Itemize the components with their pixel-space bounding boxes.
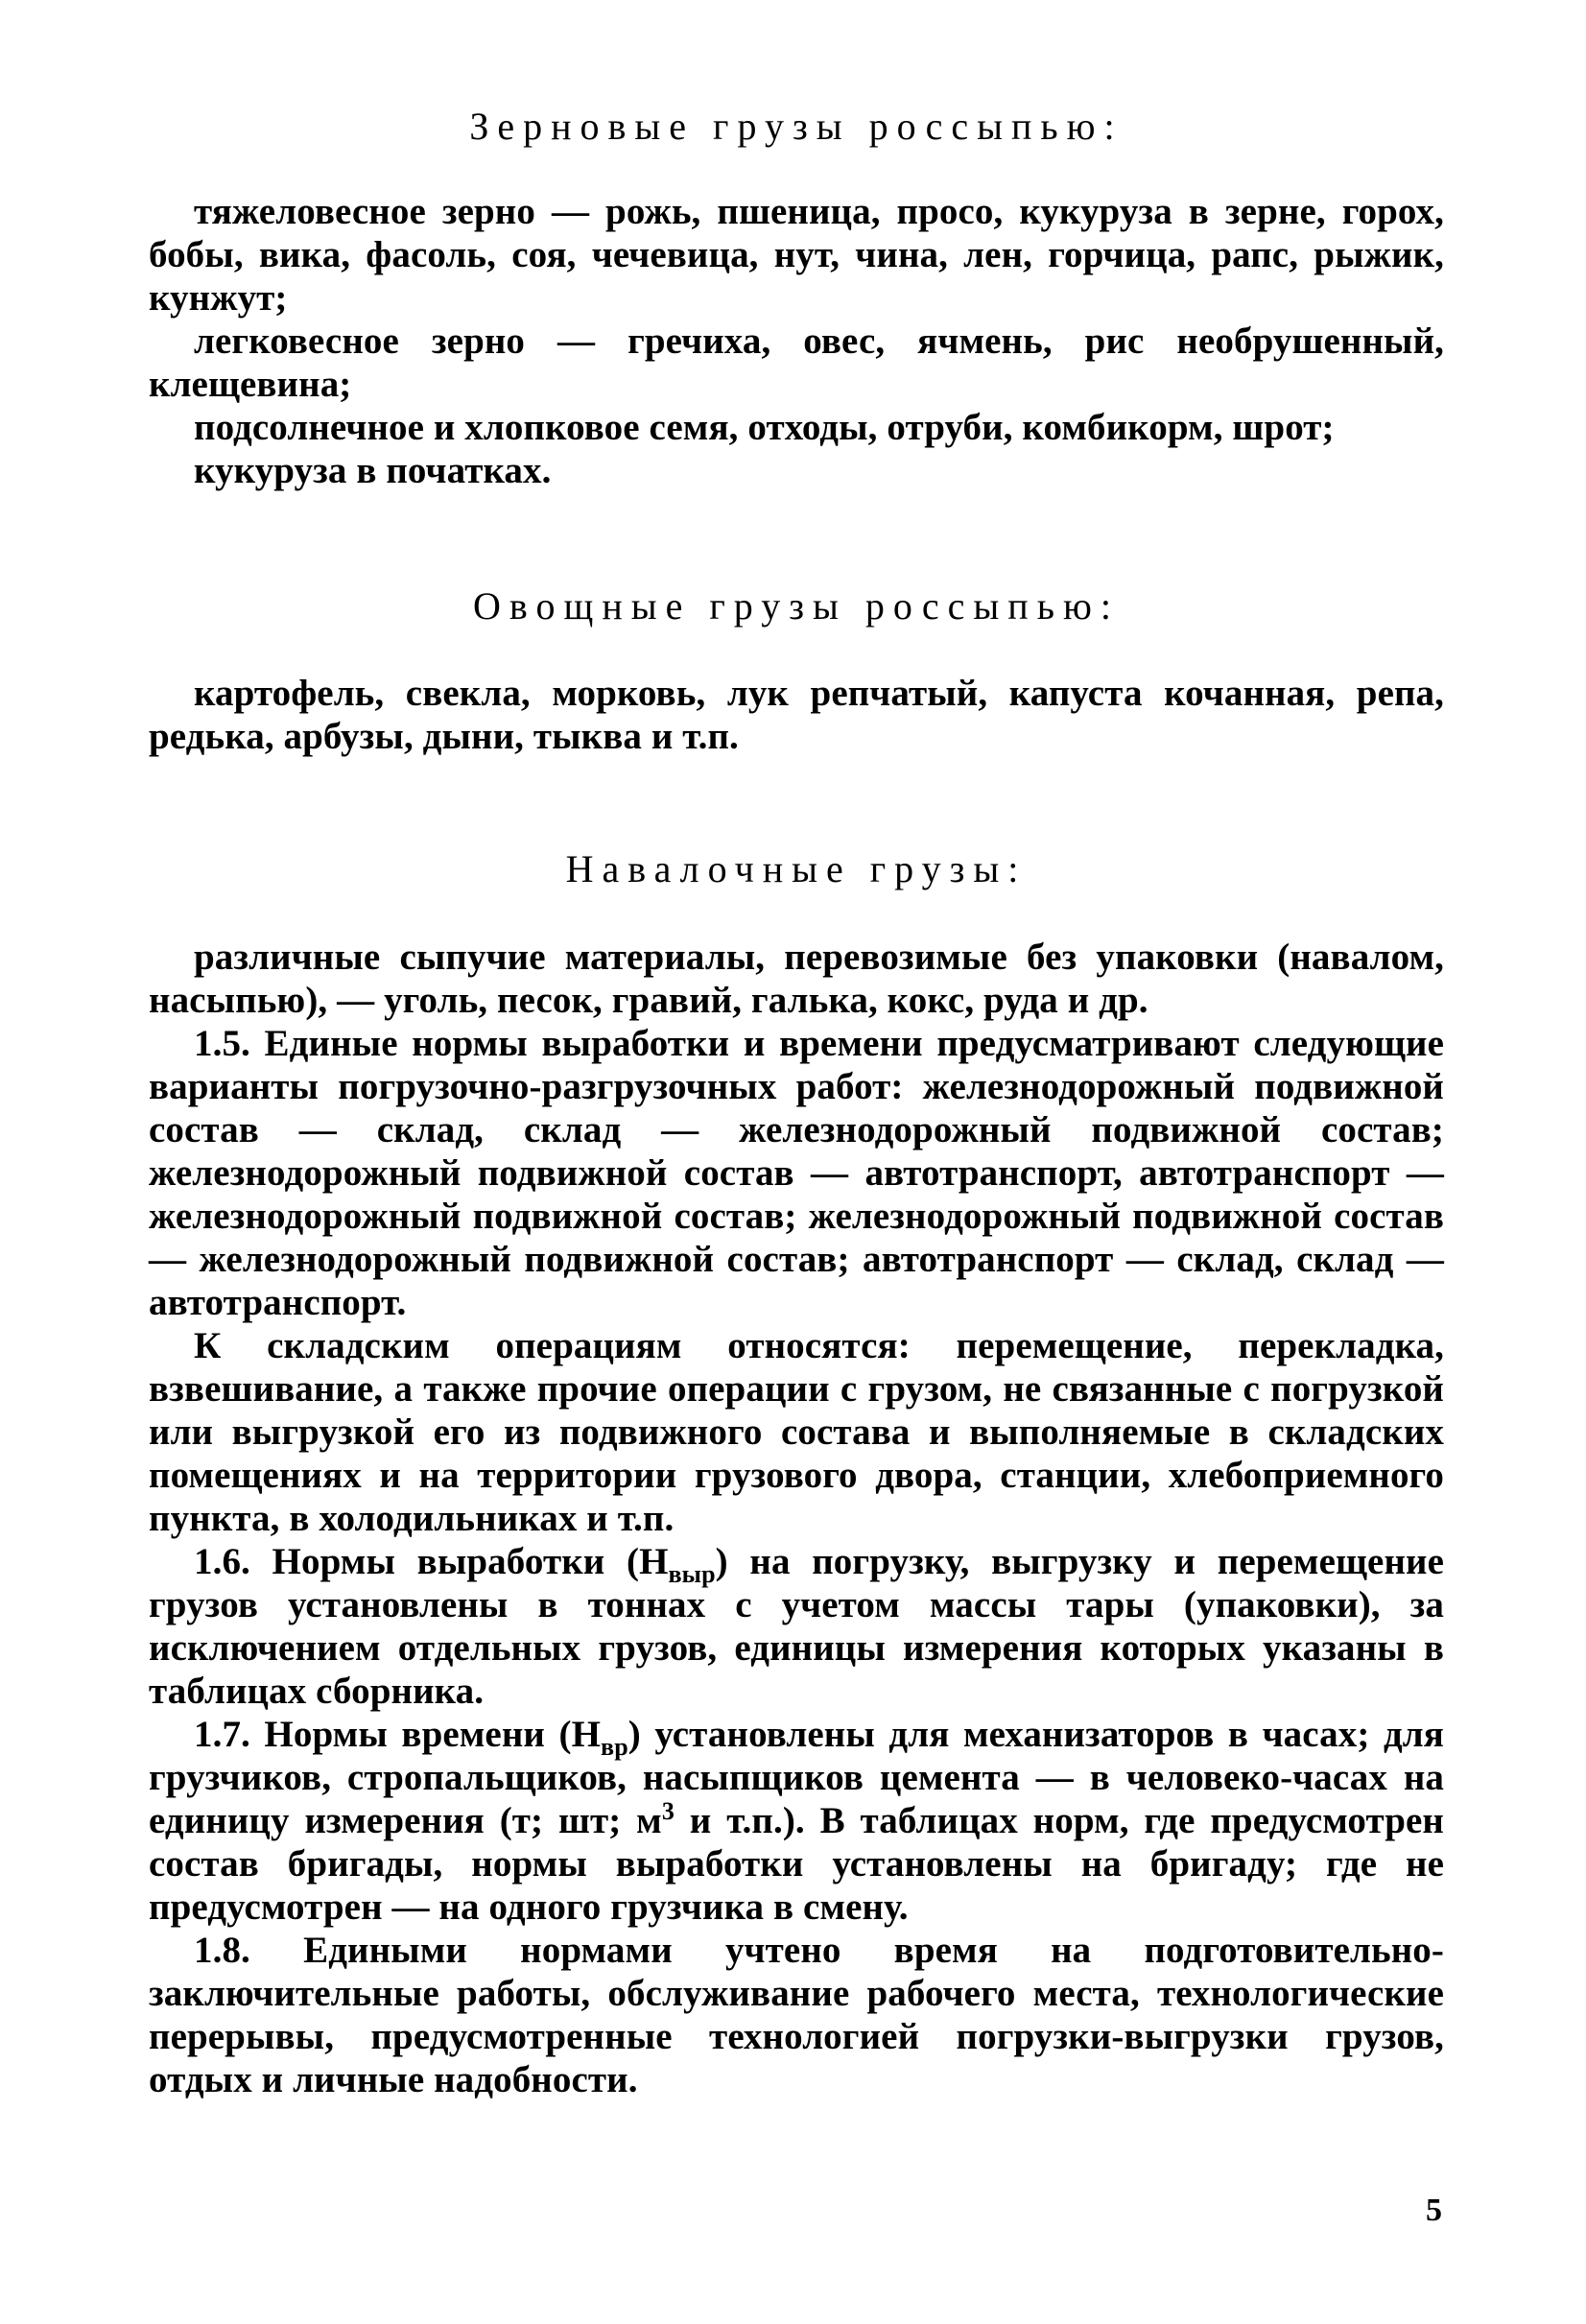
clause-1-7-post: и т.п.). В таблицах норм, где предусмотрен состав бригады, нормы выработки установлены на бригаду; где не предусмотрен — на одного грузчика в смену. — [149, 1800, 1444, 1928]
vegetables-text: картофель, свекла, морковь, лук репчатый, капуста кочанная, репа, редька, арбузы, дыни, тыква и т.п. — [149, 673, 1444, 757]
grain-item-light: легковесное зерно — гречиха, овес, ячмень, рис необрушенный, клещевина; — [149, 320, 1444, 405]
clause-1-7-mid: ) установлены для механизаторов в часах; для грузчиков, стропальщиков, насыпщиков цемента — в человеко-часах на единицу измерения (т; шт; м — [149, 1714, 1444, 1841]
vegetables-section — [149, 583, 1444, 629]
bulk-heading: Навалочные грузы: — [565, 847, 1028, 890]
clause-1-7-pre: 1.7. Нормы времени (Н — [194, 1714, 602, 1755]
clause-1-6-pre: 1.6. Нормы выработки (Н — [194, 1541, 669, 1582]
page-number: 5 — [1426, 2193, 1442, 2228]
grain-item-heavy: тяжеловесное зерно — рожь, пшеница, просо, кукуруза в зерне, горох, бобы, вика, фасоль, соя, чечевица, нут, чина, лен, горчица, рапс, рыжик, кунжут; — [149, 191, 1444, 319]
warehouse-operations: К складским операциям относятся: перемещение, перекладка, взвешивание, а также прочие операции с грузом, не связанные с погрузкой или выгрузкой его из подвижного состава и выполняемые в складских помещениях и на территории грузового двора, станции, хлебоприемного пункта, в холодильниках и т.п. — [149, 1325, 1444, 1539]
bulk-text: различные сыпучие материалы, перевозимые без упаковки (навалом, насыпью), — уголь, песок, гравий, галька, кокс, руда и др. — [149, 937, 1444, 1021]
vegetables-body — [149, 672, 1444, 758]
clause-1-8: 1.8. Едиными нормами учтено время на подготовительно-заключительные работы, обслуживание рабочего места, технологические перерывы, предусмотренные технологией погрузки-выгрузки грузов, отдых и личные надобности. — [149, 1930, 1444, 2100]
clause-1-6-sub: выр — [668, 1559, 716, 1588]
grain-section — [149, 104, 1444, 150]
grain-items — [149, 190, 1444, 492]
clause-1-7-sub: вр — [601, 1732, 628, 1761]
main-body — [149, 936, 1444, 2101]
clause-1-7 — [149, 1713, 1444, 1929]
grain-heading: Зерновые грузы россыпью: — [469, 105, 1124, 148]
clause-1-5: 1.5. Единые нормы выработки и времени предусматривают следующие варианты погрузочно-разгрузочных работ: железнодорожный подвижной состав — склад, склад — железнодорожный подвижной состав; железнодорожный подвижной состав — автотранспорт, автотранспорт — железнодорожный подвижной состав; железнодорожный подвижной состав — железнодорожный подвижной состав; автотранспорт — склад, склад — автотранспорт. — [149, 1023, 1444, 1323]
clause-1-7-sup: 3 — [661, 1797, 675, 1825]
clause-1-6-post: ) на погрузку, выгрузку и перемещение грузов установлены в тоннах с учетом массы тары (упаковки), за исключением отдельных грузов, единицы измерения которых указаны в таблицах сборника. — [149, 1541, 1444, 1712]
clause-1-6 — [149, 1540, 1444, 1713]
vegetables-heading: Овощные грузы россыпью: — [473, 584, 1120, 628]
grain-item-corn: кукуруза в початках. — [194, 450, 552, 491]
bulk-section — [149, 846, 1444, 892]
grain-item-seeds: подсолнечное и хлопковое семя, отходы, отруби, комбикорм, шрот; — [194, 407, 1335, 448]
